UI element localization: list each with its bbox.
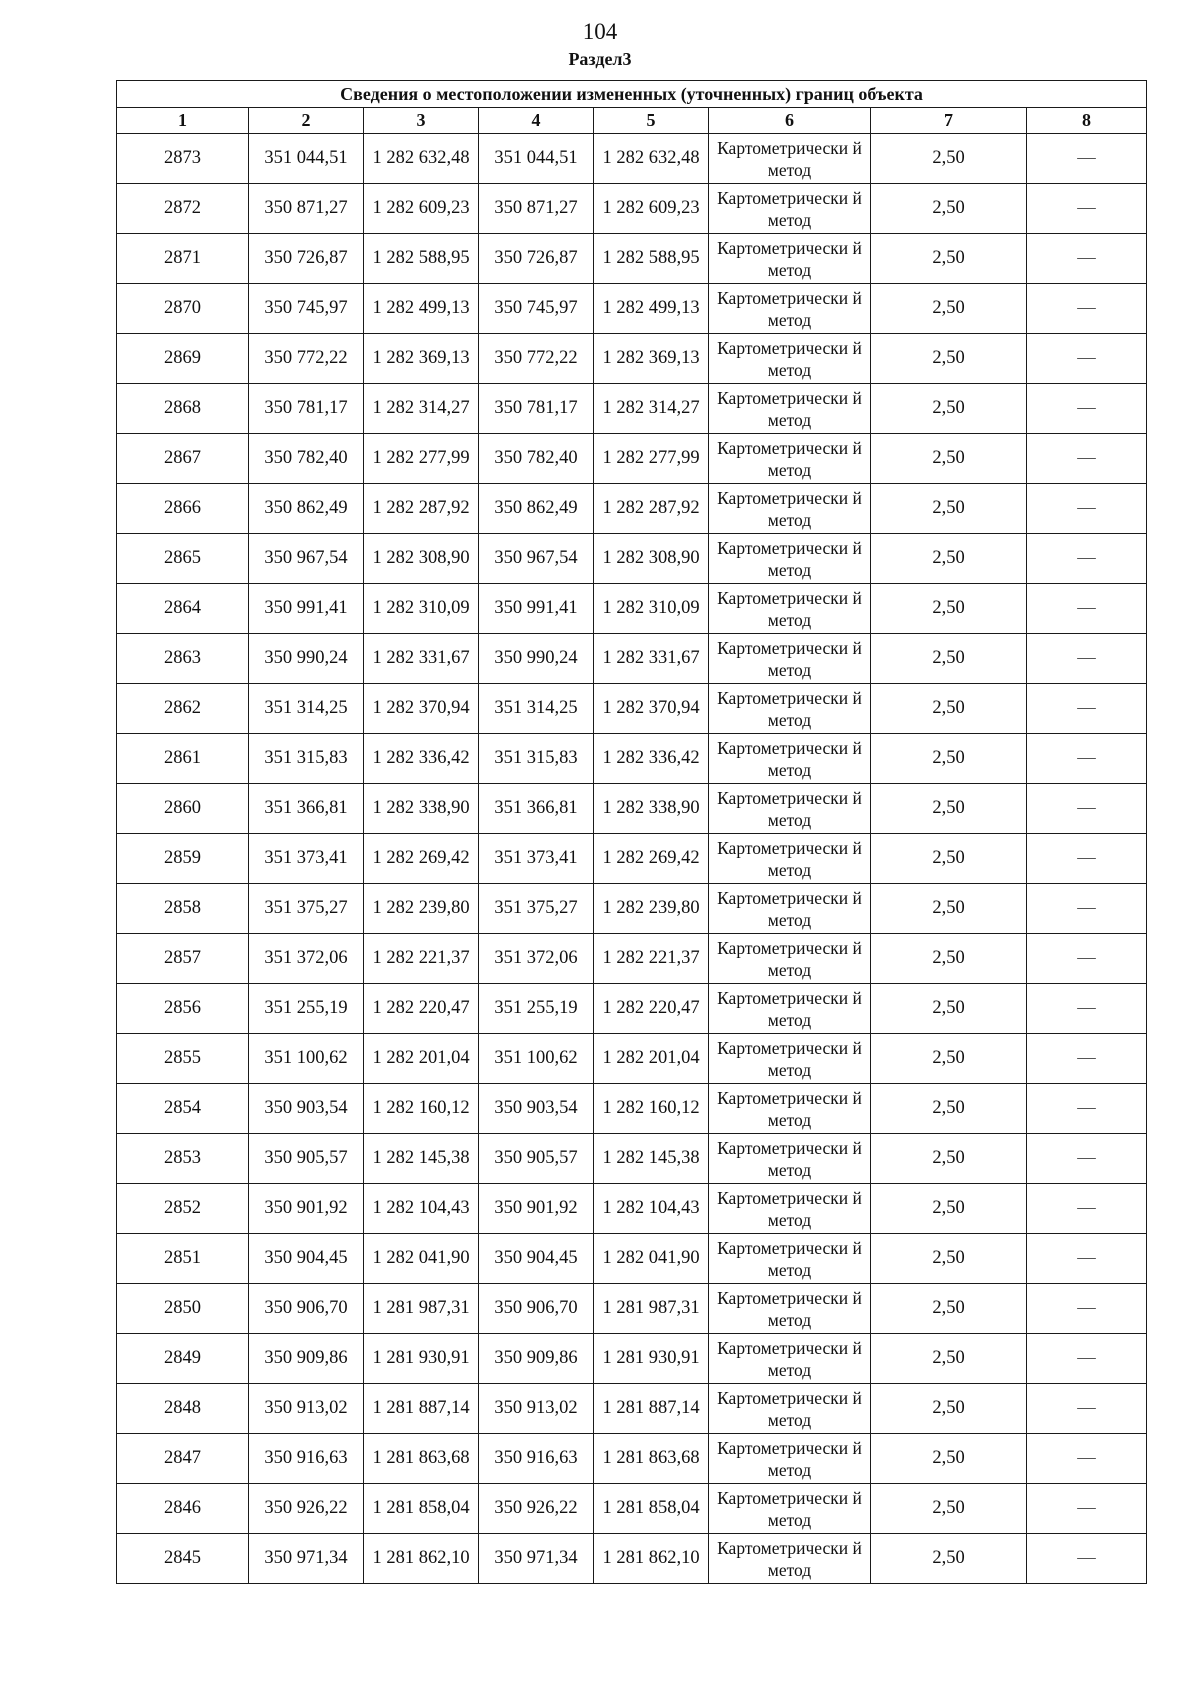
table-row — [117, 1384, 1147, 1434]
y-new-cell: 1 282 314,27 — [594, 384, 709, 434]
point-number-cell: 2859 — [117, 834, 249, 884]
y-new-cell: 1 282 370,94 — [594, 684, 709, 734]
y-new-cell: 1 282 287,92 — [594, 484, 709, 534]
y-old-cell: 1 282 201,04 — [364, 1034, 479, 1084]
method-cell: Картометрически й метод — [709, 434, 871, 484]
x-new-cell: 350 990,24 — [479, 634, 594, 684]
column-number-4: 4 — [479, 108, 594, 134]
method-cell: Картометрически й метод — [709, 234, 871, 284]
accuracy-cell: 2,50 — [871, 234, 1027, 284]
point-number-cell: 2862 — [117, 684, 249, 734]
section-title: Раздел3 — [568, 49, 632, 69]
method-cell: Картометрически й метод — [709, 1034, 871, 1084]
x-old-cell: 350 906,70 — [249, 1284, 364, 1334]
table-row — [117, 634, 1147, 684]
x-old-cell: 351 044,51 — [249, 134, 364, 184]
y-new-cell: 1 282 239,80 — [594, 884, 709, 934]
accuracy-cell: 2,50 — [871, 584, 1027, 634]
y-old-cell: 1 282 588,95 — [364, 234, 479, 284]
point-number-cell: 2864 — [117, 584, 249, 634]
table-row — [117, 284, 1147, 334]
x-new-cell: 351 255,19 — [479, 984, 594, 1034]
point-number-cell: 2857 — [117, 934, 249, 984]
point-number-cell: 2863 — [117, 634, 249, 684]
note-cell: — — [1027, 1234, 1147, 1284]
accuracy-cell: 2,50 — [871, 1184, 1027, 1234]
accuracy-cell: 2,50 — [871, 334, 1027, 384]
x-old-cell: 350 909,86 — [249, 1334, 364, 1384]
note-cell: — — [1027, 1084, 1147, 1134]
table-row — [117, 1184, 1147, 1234]
y-new-cell: 1 282 588,95 — [594, 234, 709, 284]
method-cell: Картометрически й метод — [709, 1534, 871, 1584]
y-new-cell: 1 282 338,90 — [594, 784, 709, 834]
point-number-cell: 2860 — [117, 784, 249, 834]
note-cell: — — [1027, 1534, 1147, 1584]
accuracy-cell: 2,50 — [871, 1234, 1027, 1284]
y-old-cell: 1 282 269,42 — [364, 834, 479, 884]
method-cell: Картометрически й метод — [709, 384, 871, 434]
x-old-cell: 351 100,62 — [249, 1034, 364, 1084]
method-cell: Картометрически й метод — [709, 634, 871, 684]
x-old-cell: 351 372,06 — [249, 934, 364, 984]
y-new-cell: 1 282 160,12 — [594, 1084, 709, 1134]
table-caption: Сведения о местоположении измененных (уточненных) границ объекта — [117, 81, 1147, 108]
accuracy-cell: 2,50 — [871, 534, 1027, 584]
x-old-cell: 350 905,57 — [249, 1134, 364, 1184]
accuracy-cell: 2,50 — [871, 634, 1027, 684]
accuracy-cell: 2,50 — [871, 1084, 1027, 1134]
note-cell: — — [1027, 734, 1147, 784]
y-old-cell: 1 282 277,99 — [364, 434, 479, 484]
point-number-cell: 2848 — [117, 1384, 249, 1434]
accuracy-cell: 2,50 — [871, 984, 1027, 1034]
method-cell: Картометрически й метод — [709, 134, 871, 184]
x-new-cell: 350 903,54 — [479, 1084, 594, 1134]
x-old-cell: 350 991,41 — [249, 584, 364, 634]
column-number-3: 3 — [364, 108, 479, 134]
x-old-cell: 350 871,27 — [249, 184, 364, 234]
note-cell: — — [1027, 184, 1147, 234]
y-old-cell: 1 282 310,09 — [364, 584, 479, 634]
x-old-cell: 350 903,54 — [249, 1084, 364, 1134]
point-number-cell: 2867 — [117, 434, 249, 484]
y-old-cell: 1 282 338,90 — [364, 784, 479, 834]
y-new-cell: 1 282 041,90 — [594, 1234, 709, 1284]
x-new-cell: 350 913,02 — [479, 1384, 594, 1434]
method-cell: Картометрически й метод — [709, 1384, 871, 1434]
point-number-cell: 2846 — [117, 1484, 249, 1534]
accuracy-cell: 2,50 — [871, 784, 1027, 834]
method-cell: Картометрически й метод — [709, 934, 871, 984]
note-cell: — — [1027, 384, 1147, 434]
point-number-cell: 2869 — [117, 334, 249, 384]
x-old-cell: 350 745,97 — [249, 284, 364, 334]
table-row — [117, 484, 1147, 534]
note-cell: — — [1027, 434, 1147, 484]
table-row — [117, 884, 1147, 934]
y-old-cell: 1 281 930,91 — [364, 1334, 479, 1384]
coordinates-table — [116, 80, 1147, 1584]
method-cell: Картометрически й метод — [709, 884, 871, 934]
point-number-cell: 2873 — [117, 134, 249, 184]
table-row — [117, 1284, 1147, 1334]
x-old-cell: 350 926,22 — [249, 1484, 364, 1534]
method-cell: Картометрически й метод — [709, 484, 871, 534]
x-new-cell: 350 772,22 — [479, 334, 594, 384]
x-old-cell: 350 901,92 — [249, 1184, 364, 1234]
table-row — [117, 584, 1147, 634]
accuracy-cell: 2,50 — [871, 1284, 1027, 1334]
x-new-cell: 350 726,87 — [479, 234, 594, 284]
accuracy-cell: 2,50 — [871, 1434, 1027, 1484]
point-number-cell: 2849 — [117, 1334, 249, 1384]
y-new-cell: 1 282 269,42 — [594, 834, 709, 884]
x-new-cell: 351 314,25 — [479, 684, 594, 734]
method-cell: Картометрически й метод — [709, 734, 871, 784]
method-cell: Картометрически й метод — [709, 1484, 871, 1534]
y-old-cell: 1 282 239,80 — [364, 884, 479, 934]
method-cell: Картометрически й метод — [709, 1284, 871, 1334]
y-old-cell: 1 282 308,90 — [364, 534, 479, 584]
note-cell: — — [1027, 1184, 1147, 1234]
point-number-cell: 2850 — [117, 1284, 249, 1334]
table-row — [117, 1234, 1147, 1284]
x-old-cell: 350 781,17 — [249, 384, 364, 434]
point-number-cell: 2852 — [117, 1184, 249, 1234]
y-new-cell: 1 282 145,38 — [594, 1134, 709, 1184]
x-new-cell: 351 373,41 — [479, 834, 594, 884]
note-cell: — — [1027, 484, 1147, 534]
y-new-cell: 1 281 930,91 — [594, 1334, 709, 1384]
method-cell: Картометрически й метод — [709, 534, 871, 584]
table-caption-row — [117, 81, 1147, 108]
x-new-cell: 350 906,70 — [479, 1284, 594, 1334]
accuracy-cell: 2,50 — [871, 834, 1027, 884]
y-old-cell: 1 282 220,47 — [364, 984, 479, 1034]
table-row — [117, 334, 1147, 384]
note-cell: — — [1027, 1284, 1147, 1334]
x-old-cell: 350 772,22 — [249, 334, 364, 384]
note-cell: — — [1027, 634, 1147, 684]
point-number-cell: 2847 — [117, 1434, 249, 1484]
y-new-cell: 1 282 310,09 — [594, 584, 709, 634]
note-cell: — — [1027, 684, 1147, 734]
y-old-cell: 1 282 499,13 — [364, 284, 479, 334]
x-new-cell: 350 745,97 — [479, 284, 594, 334]
x-new-cell: 351 372,06 — [479, 934, 594, 984]
accuracy-cell: 2,50 — [871, 934, 1027, 984]
point-number-cell: 2854 — [117, 1084, 249, 1134]
y-new-cell: 1 282 277,99 — [594, 434, 709, 484]
y-new-cell: 1 281 858,04 — [594, 1484, 709, 1534]
x-old-cell: 350 990,24 — [249, 634, 364, 684]
method-cell: Картометрически й метод — [709, 334, 871, 384]
table-row — [117, 134, 1147, 184]
method-cell: Картометрически й метод — [709, 984, 871, 1034]
note-cell: — — [1027, 1434, 1147, 1484]
y-new-cell: 1 282 609,23 — [594, 184, 709, 234]
y-old-cell: 1 282 041,90 — [364, 1234, 479, 1284]
table-row — [117, 1434, 1147, 1484]
x-new-cell: 351 366,81 — [479, 784, 594, 834]
accuracy-cell: 2,50 — [871, 434, 1027, 484]
y-old-cell: 1 281 863,68 — [364, 1434, 479, 1484]
note-cell: — — [1027, 1134, 1147, 1184]
table-row — [117, 184, 1147, 234]
y-old-cell: 1 282 221,37 — [364, 934, 479, 984]
y-old-cell: 1 282 632,48 — [364, 134, 479, 184]
x-old-cell: 351 255,19 — [249, 984, 364, 1034]
note-cell: — — [1027, 834, 1147, 884]
accuracy-cell: 2,50 — [871, 1484, 1027, 1534]
x-new-cell: 350 901,92 — [479, 1184, 594, 1234]
accuracy-cell: 2,50 — [871, 734, 1027, 784]
y-new-cell: 1 281 863,68 — [594, 1434, 709, 1484]
x-new-cell: 351 100,62 — [479, 1034, 594, 1084]
accuracy-cell: 2,50 — [871, 134, 1027, 184]
table-row — [117, 834, 1147, 884]
column-number-7: 7 — [871, 108, 1027, 134]
x-old-cell: 351 373,41 — [249, 834, 364, 884]
method-cell: Картометрически й метод — [709, 684, 871, 734]
note-cell: — — [1027, 1384, 1147, 1434]
y-old-cell: 1 281 862,10 — [364, 1534, 479, 1584]
note-cell: — — [1027, 284, 1147, 334]
y-new-cell: 1 281 987,31 — [594, 1284, 709, 1334]
note-cell: — — [1027, 1484, 1147, 1534]
table-body — [117, 134, 1147, 1584]
y-old-cell: 1 282 145,38 — [364, 1134, 479, 1184]
column-number-6: 6 — [709, 108, 871, 134]
y-old-cell: 1 281 858,04 — [364, 1484, 479, 1534]
note-cell: — — [1027, 784, 1147, 834]
table-row — [117, 784, 1147, 834]
x-new-cell: 351 375,27 — [479, 884, 594, 934]
note-cell: — — [1027, 884, 1147, 934]
note-cell: — — [1027, 134, 1147, 184]
y-old-cell: 1 282 160,12 — [364, 1084, 479, 1134]
x-old-cell: 350 862,49 — [249, 484, 364, 534]
column-number-8: 8 — [1027, 108, 1147, 134]
method-cell: Картометрически й метод — [709, 284, 871, 334]
table-row — [117, 1084, 1147, 1134]
y-new-cell: 1 282 331,67 — [594, 634, 709, 684]
y-new-cell: 1 281 862,10 — [594, 1534, 709, 1584]
x-new-cell: 350 991,41 — [479, 584, 594, 634]
method-cell: Картометрически й метод — [709, 184, 871, 234]
accuracy-cell: 2,50 — [871, 484, 1027, 534]
accuracy-cell: 2,50 — [871, 1034, 1027, 1084]
x-old-cell: 350 913,02 — [249, 1384, 364, 1434]
x-old-cell: 350 904,45 — [249, 1234, 364, 1284]
x-new-cell: 350 905,57 — [479, 1134, 594, 1184]
point-number-cell: 2855 — [117, 1034, 249, 1084]
note-cell: — — [1027, 584, 1147, 634]
y-old-cell: 1 282 370,94 — [364, 684, 479, 734]
x-old-cell: 351 366,81 — [249, 784, 364, 834]
table-row — [117, 1134, 1147, 1184]
table-row — [117, 734, 1147, 784]
method-cell: Картометрически й метод — [709, 1234, 871, 1284]
y-old-cell: 1 281 887,14 — [364, 1384, 479, 1434]
x-old-cell: 350 726,87 — [249, 234, 364, 284]
method-cell: Картометрически й метод — [709, 1184, 871, 1234]
table-row — [117, 1484, 1147, 1534]
method-cell: Картометрически й метод — [709, 834, 871, 884]
accuracy-cell: 2,50 — [871, 184, 1027, 234]
point-number-cell: 2851 — [117, 1234, 249, 1284]
y-new-cell: 1 282 308,90 — [594, 534, 709, 584]
y-new-cell: 1 282 104,43 — [594, 1184, 709, 1234]
x-new-cell: 351 044,51 — [479, 134, 594, 184]
x-new-cell: 350 904,45 — [479, 1234, 594, 1284]
y-new-cell: 1 282 336,42 — [594, 734, 709, 784]
accuracy-cell: 2,50 — [871, 684, 1027, 734]
note-cell: — — [1027, 534, 1147, 584]
y-old-cell: 1 282 331,67 — [364, 634, 479, 684]
accuracy-cell: 2,50 — [871, 284, 1027, 334]
accuracy-cell: 2,50 — [871, 384, 1027, 434]
point-number-cell: 2853 — [117, 1134, 249, 1184]
x-new-cell: 350 967,54 — [479, 534, 594, 584]
point-number-cell: 2861 — [117, 734, 249, 784]
table-row — [117, 984, 1147, 1034]
note-cell: — — [1027, 984, 1147, 1034]
method-cell: Картометрически й метод — [709, 1084, 871, 1134]
x-new-cell: 351 315,83 — [479, 734, 594, 784]
y-old-cell: 1 282 314,27 — [364, 384, 479, 434]
x-new-cell: 350 916,63 — [479, 1434, 594, 1484]
y-new-cell: 1 282 499,13 — [594, 284, 709, 334]
table-row — [117, 534, 1147, 584]
x-new-cell: 350 862,49 — [479, 484, 594, 534]
y-new-cell: 1 282 220,47 — [594, 984, 709, 1034]
y-old-cell: 1 282 104,43 — [364, 1184, 479, 1234]
table-row — [117, 934, 1147, 984]
method-cell: Картометрически й метод — [709, 1134, 871, 1184]
x-new-cell: 350 781,17 — [479, 384, 594, 434]
note-cell: — — [1027, 1034, 1147, 1084]
x-new-cell: 350 782,40 — [479, 434, 594, 484]
point-number-cell: 2856 — [117, 984, 249, 1034]
accuracy-cell: 2,50 — [871, 1384, 1027, 1434]
x-old-cell: 351 314,25 — [249, 684, 364, 734]
page-number: 104 — [582, 19, 618, 44]
accuracy-cell: 2,50 — [871, 1334, 1027, 1384]
point-number-cell: 2868 — [117, 384, 249, 434]
table-row — [117, 234, 1147, 284]
x-old-cell: 350 971,34 — [249, 1534, 364, 1584]
x-new-cell: 350 971,34 — [479, 1534, 594, 1584]
y-old-cell: 1 281 987,31 — [364, 1284, 479, 1334]
column-number-2: 2 — [249, 108, 364, 134]
accuracy-cell: 2,50 — [871, 1134, 1027, 1184]
y-new-cell: 1 282 369,13 — [594, 334, 709, 384]
point-number-cell: 2865 — [117, 534, 249, 584]
table-row — [117, 384, 1147, 434]
note-cell: — — [1027, 234, 1147, 284]
y-old-cell: 1 282 287,92 — [364, 484, 479, 534]
accuracy-cell: 2,50 — [871, 1534, 1027, 1584]
method-cell: Картометрически й метод — [709, 784, 871, 834]
y-new-cell: 1 282 201,04 — [594, 1034, 709, 1084]
column-number-5: 5 — [594, 108, 709, 134]
y-old-cell: 1 282 609,23 — [364, 184, 479, 234]
column-number-row — [117, 108, 1147, 134]
x-old-cell: 350 782,40 — [249, 434, 364, 484]
point-number-cell: 2872 — [117, 184, 249, 234]
x-old-cell: 351 375,27 — [249, 884, 364, 934]
y-old-cell: 1 282 369,13 — [364, 334, 479, 384]
y-new-cell: 1 281 887,14 — [594, 1384, 709, 1434]
x-old-cell: 350 916,63 — [249, 1434, 364, 1484]
table-row — [117, 434, 1147, 484]
y-new-cell: 1 282 221,37 — [594, 934, 709, 984]
x-new-cell: 350 909,86 — [479, 1334, 594, 1384]
y-new-cell: 1 282 632,48 — [594, 134, 709, 184]
point-number-cell: 2870 — [117, 284, 249, 334]
method-cell: Картометрически й метод — [709, 1434, 871, 1484]
point-number-cell: 2866 — [117, 484, 249, 534]
point-number-cell: 2871 — [117, 234, 249, 284]
note-cell: — — [1027, 334, 1147, 384]
x-new-cell: 350 926,22 — [479, 1484, 594, 1534]
note-cell: — — [1027, 934, 1147, 984]
table-row — [117, 1534, 1147, 1584]
note-cell: — — [1027, 1334, 1147, 1384]
method-cell: Картометрически й метод — [709, 1334, 871, 1384]
y-old-cell: 1 282 336,42 — [364, 734, 479, 784]
table-row — [117, 1034, 1147, 1084]
table-row — [117, 684, 1147, 734]
x-new-cell: 350 871,27 — [479, 184, 594, 234]
x-old-cell: 351 315,83 — [249, 734, 364, 784]
point-number-cell: 2845 — [117, 1534, 249, 1584]
accuracy-cell: 2,50 — [871, 884, 1027, 934]
column-number-1: 1 — [117, 108, 249, 134]
method-cell: Картометрически й метод — [709, 584, 871, 634]
table-row — [117, 1334, 1147, 1384]
x-old-cell: 350 967,54 — [249, 534, 364, 584]
point-number-cell: 2858 — [117, 884, 249, 934]
